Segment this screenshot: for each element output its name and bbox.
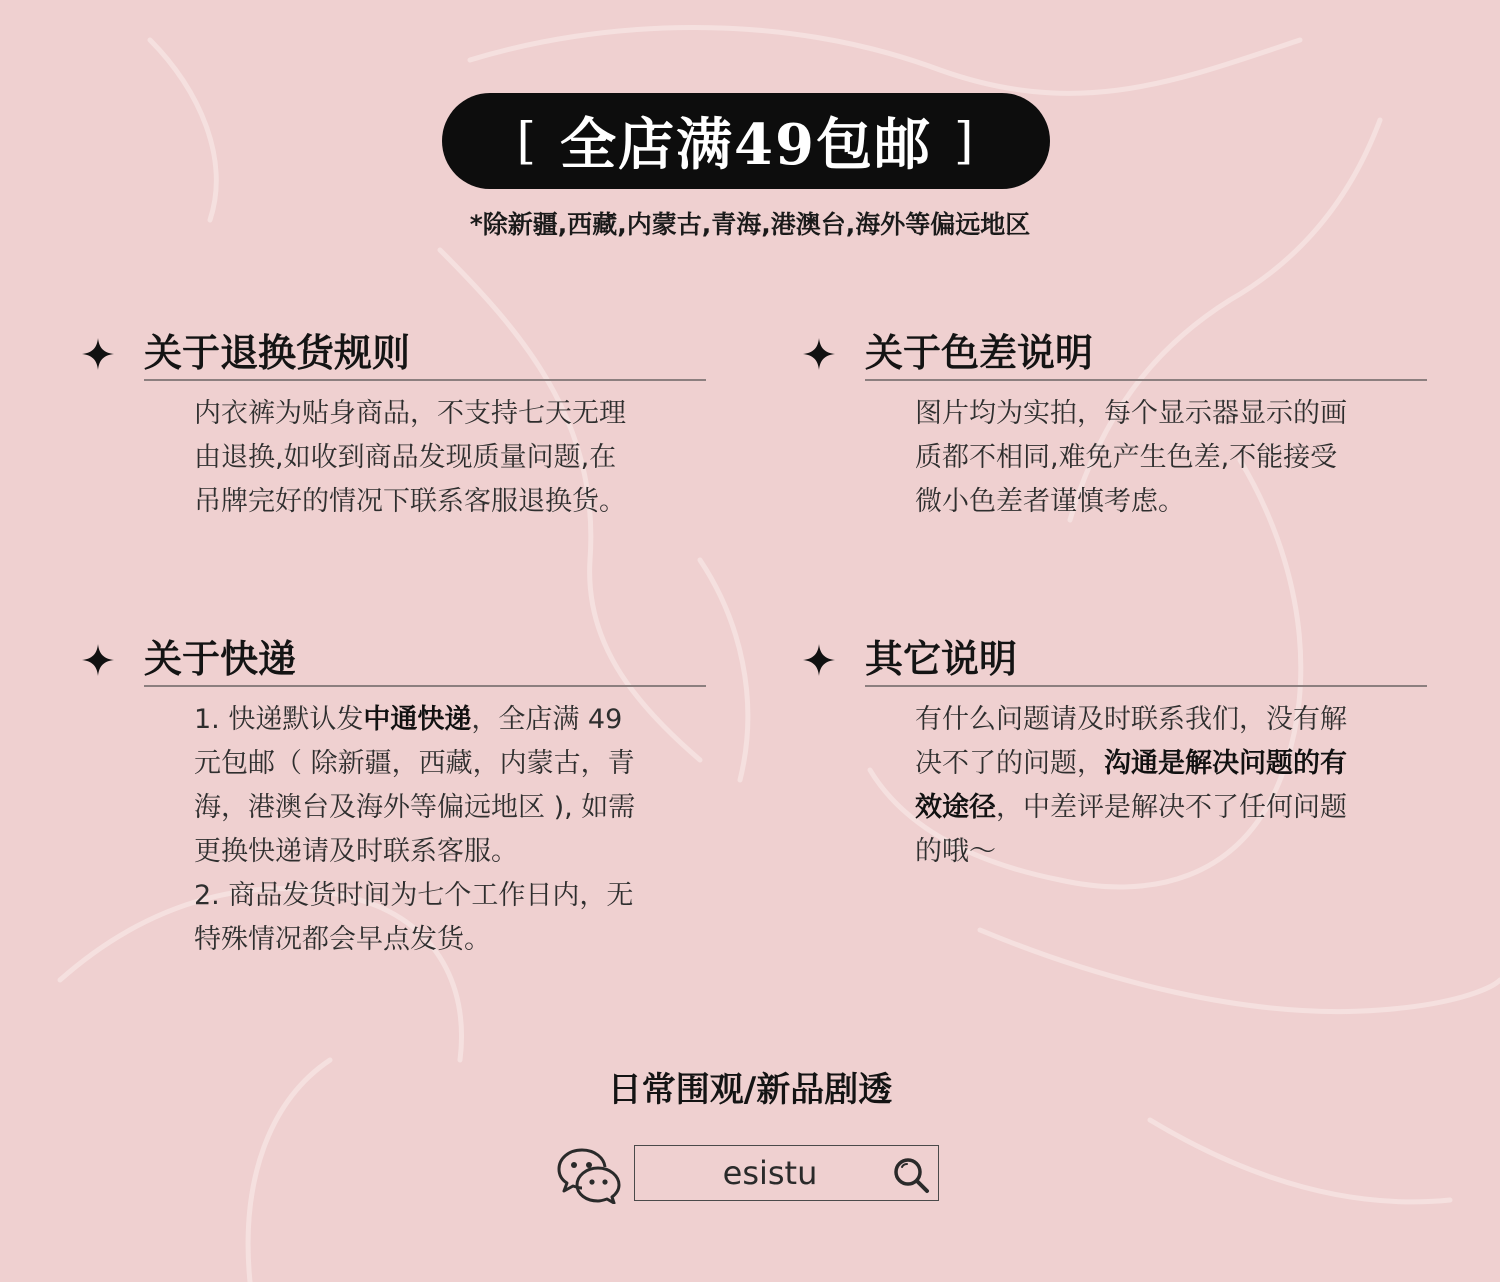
sparkle-star-icon (803, 644, 835, 676)
section-title: 其它说明 (865, 636, 1018, 681)
section-title: 关于退换货规则 (144, 330, 411, 375)
body-emphasis: 沟通是解决问题的有 (1104, 748, 1347, 779)
body-emphasis: 效途径 (915, 792, 996, 823)
body-line: 由退换,如收到商品发现质量问题,在 (194, 442, 617, 473)
body-line: 质都不相同,难免产生色差,不能接受 (915, 442, 1338, 473)
body-emphasis: 中通快递 (363, 704, 472, 735)
body-text: ，全店满 49 (471, 704, 623, 735)
body-text: 1. 快递默认发 (194, 704, 364, 735)
body-line (915, 786, 1405, 830)
section-divider (144, 379, 706, 381)
body-line: 更换快递请及时联系客服。 (194, 836, 518, 867)
body-text: 决不了的问题， (915, 748, 1104, 779)
sparkle-star-icon (803, 338, 835, 370)
body-line: 微小色差者谨慎考虑。 (915, 486, 1185, 517)
shipping-exclusion-note: *除新疆,西藏,内蒙古,青海,港澳台,海外等偏远地区 (469, 210, 1031, 239)
body-text: ，中差评是解决不了任何问题 (996, 792, 1347, 823)
sparkle-star-icon (82, 644, 114, 676)
body-line: 内衣裤为贴身商品，不支持七天无理 (194, 398, 626, 429)
banner-bracket-open: [ (516, 112, 539, 170)
footer-title: 日常围观/新品剧透 (607, 1070, 893, 1110)
body-line: 2. 商品发货时间为七个工作日内，无 (194, 880, 634, 911)
sparkle-star-icon (82, 338, 114, 370)
banner-bracket-close: ] (953, 112, 976, 170)
banner-text: 全店满49包邮 (560, 112, 932, 178)
body-line: 特殊情况都会早点发货。 (194, 924, 491, 955)
search-value: esistu (722, 1154, 818, 1192)
section-title: 关于快递 (144, 636, 297, 681)
wechat-icon[interactable] (556, 1146, 622, 1204)
body-line (194, 698, 684, 742)
body-line: 元包邮（ 除新疆，西藏，内蒙古，青 (194, 748, 635, 779)
body-line: 的哦～ (915, 836, 996, 867)
body-line: 图片均为实拍，每个显示器显示的画 (915, 398, 1347, 429)
body-line: 吊牌完好的情况下联系客服退换货。 (194, 486, 626, 517)
section-divider (865, 685, 1427, 687)
body-line (915, 742, 1405, 786)
section-body (194, 392, 684, 524)
section-divider (865, 379, 1427, 381)
section-body (915, 392, 1405, 524)
section-body (194, 698, 684, 962)
section-divider (144, 685, 706, 687)
body-line: 海，港澳台及海外等偏远地区 ), 如需 (194, 792, 636, 823)
free-shipping-banner (442, 93, 1050, 189)
body-line: 有什么问题请及时联系我们，没有解 (915, 704, 1347, 735)
section-title: 关于色差说明 (865, 330, 1094, 375)
search-icon[interactable] (892, 1156, 930, 1194)
wechat-id-search-box[interactable] (634, 1145, 939, 1201)
section-body (915, 698, 1405, 874)
